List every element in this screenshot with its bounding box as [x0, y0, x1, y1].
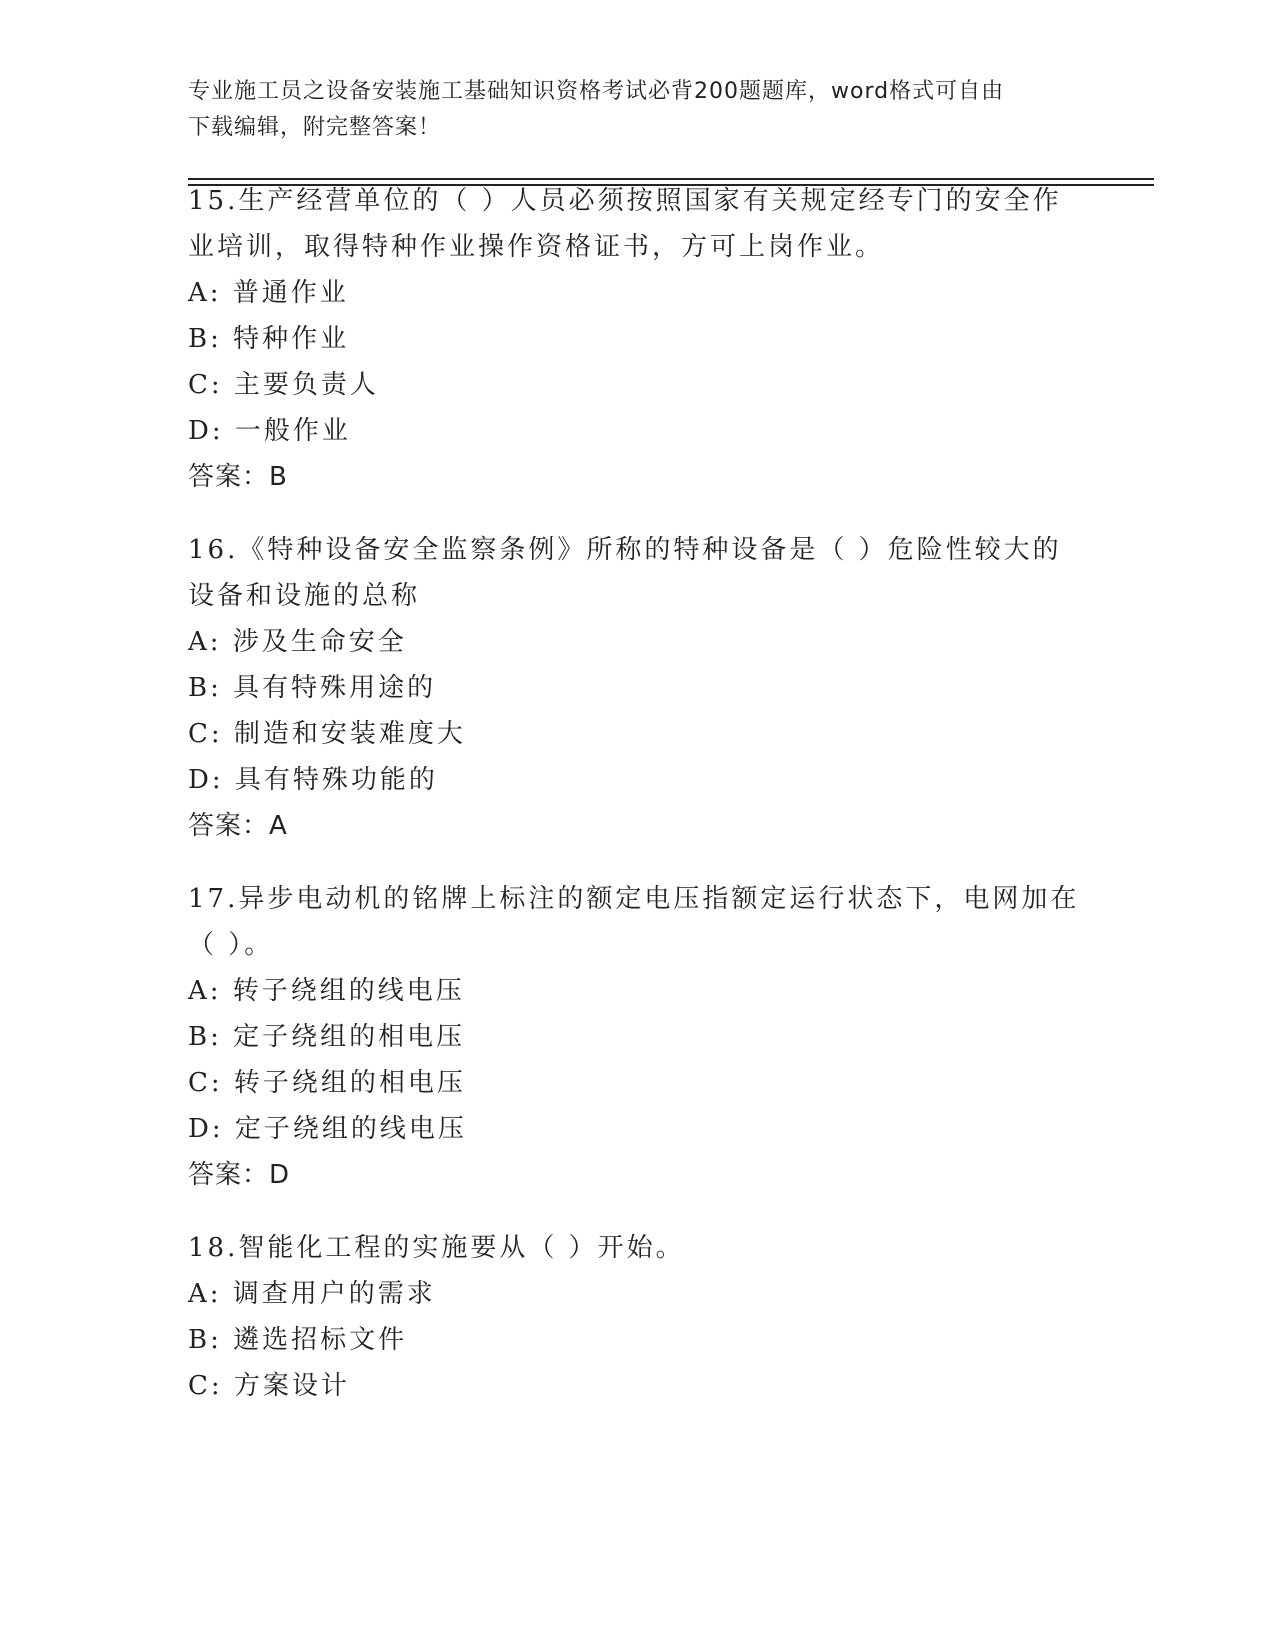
option-d: D: 一般作业 — [188, 416, 351, 446]
answer: 答案：D — [188, 1160, 291, 1190]
header-line-2: 下载编辑，附完整答案！ — [188, 115, 442, 140]
option-d: D: 具有特殊功能的 — [188, 765, 438, 795]
question-stem-line: 15.生产经营单位的（ ）人员必须按照国家有关规定经专门的安全作 — [188, 186, 1062, 216]
option-b: B: 具有特殊用途的 — [188, 673, 437, 703]
question-18 — [188, 1225, 1088, 1409]
option-b: B: 定子绕组的相电压 — [188, 1022, 466, 1052]
option-c: C: 主要负责人 — [188, 370, 379, 400]
option-b: B: 特种作业 — [188, 324, 350, 354]
answer: 答案：B — [188, 462, 288, 492]
option-a: A: 涉及生命安全 — [188, 627, 407, 657]
option-c: C: 转子绕组的相电压 — [188, 1068, 466, 1098]
option-a: A: 调查用户的需求 — [188, 1279, 436, 1309]
option-c: C: 方案设计 — [188, 1371, 350, 1401]
option-a: A: 转子绕组的线电压 — [188, 976, 465, 1006]
question-stem-line: （ ）。 — [188, 930, 274, 960]
option-d: D: 定子绕组的线电压 — [188, 1114, 467, 1144]
question-17 — [188, 876, 1088, 1198]
header-line-1: 专业施工员之设备安装施工基础知识资格考试必背200题题库，word格式可自由 — [188, 79, 1005, 104]
question-stem-line: 业培训，取得特种作业操作资格证书，方可上岗作业。 — [188, 232, 885, 262]
document-header — [188, 74, 1088, 146]
option-b: B: 遴选招标文件 — [188, 1325, 408, 1355]
question-stem-line: 16.《特种设备安全监察条例》所称的特种设备是（ ）危险性较大的 — [188, 535, 1062, 565]
question-15 — [188, 178, 1088, 500]
answer: 答案：A — [188, 811, 288, 841]
question-stem-line: 18.智能化工程的实施要从（ ）开始。 — [188, 1233, 685, 1263]
option-c: C: 制造和安装难度大 — [188, 719, 466, 749]
question-16 — [188, 527, 1088, 849]
question-stem-line: 17.异步电动机的铭牌上标注的额定电压指额定运行状态下，电网加在 — [188, 884, 1080, 914]
question-stem-line: 设备和设施的总称 — [188, 581, 421, 611]
option-a: A: 普通作业 — [188, 278, 349, 308]
